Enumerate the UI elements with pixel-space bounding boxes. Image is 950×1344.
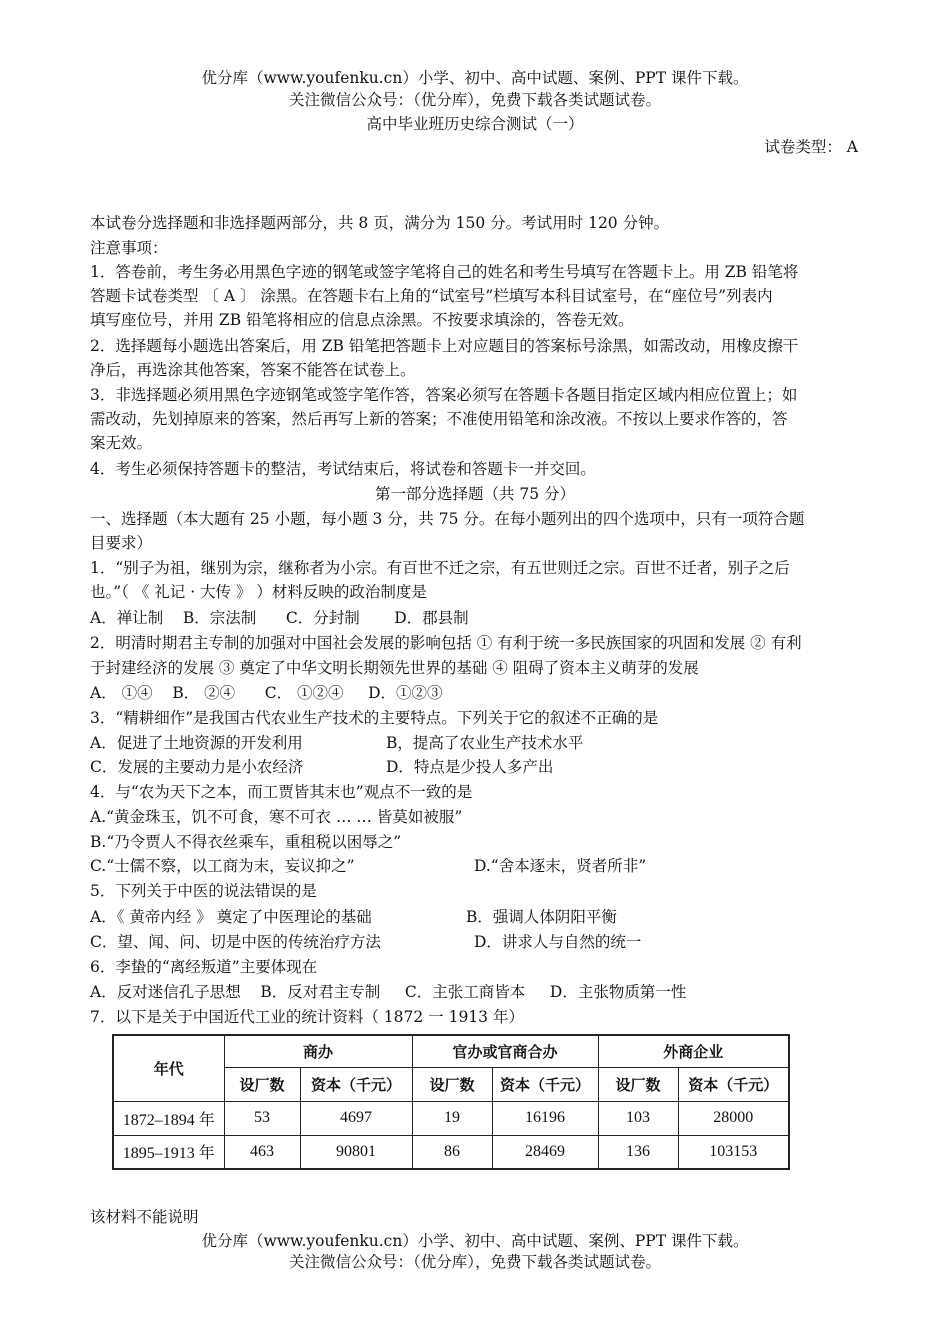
table-cell: 90801 xyxy=(300,1135,412,1169)
q5-option-a: A．《 黄帝内经 》 奠定了中医理论的基础 xyxy=(90,908,372,926)
notice-3-line1: 3．非选择题必须用黑色字迹钢笔或签字笔作答，答案必须写在答题卡各题目指定区域内相应位置上；如 xyxy=(90,386,798,404)
footer-watermark-line2: 关注微信公众号：（优分库），免费下载各类试题试卷。 xyxy=(288,1253,661,1271)
q5-option-b: B．强调人体阴阳平衡 xyxy=(466,908,617,926)
q1-options: A．禅让制 B．宗法制 C．分封制 D．郡县制 xyxy=(90,609,469,627)
table-subheader: 设厂数 xyxy=(598,1067,678,1101)
table-cell: 53 xyxy=(224,1101,300,1135)
table-cell: 19 xyxy=(412,1101,492,1135)
q2-options: A． ①④ B． ②④ C． ①②④ D．①②③ xyxy=(90,684,443,702)
notice-3-line2: 需改动，先划掉原来的答案，然后再写上新的答案；不准使用铅笔和涂改液。不按以上要求作答的，答 xyxy=(90,410,788,428)
table-cell: 4697 xyxy=(300,1101,412,1135)
q4-stem: 4．与“农为天下之本，而工贾皆其末也”观点不一致的是 xyxy=(90,783,473,801)
q2-stem-line2: 于封建经济的发展 ③ 奠定了中华文明长期领先世界的基础 ④ 阻碍了资本主义萌芽的发展 xyxy=(90,659,699,677)
q7-stem: 7．以下是关于中国近代工业的统计资料（ 1872 一 1913 年） xyxy=(90,1008,524,1026)
exam-title: 高中毕业班历史综合测试（一） xyxy=(366,115,584,133)
table-cell: 1872–1894 年 xyxy=(113,1101,224,1135)
table-subheader: 资本（千元） xyxy=(300,1067,412,1101)
q3-option-a: A．促进了土地资源的开发利用 xyxy=(90,734,303,752)
table-cell: 28000 xyxy=(678,1101,789,1135)
industry-statistics-table xyxy=(112,1034,790,1170)
table-subheader: 设厂数 xyxy=(412,1067,492,1101)
table-subheader: 资本（千元） xyxy=(492,1067,598,1101)
q6-stem: 6．李蛰的“离经叛道”主要体现在 xyxy=(90,958,318,976)
notice-1-line2: 答题卡试卷类型 〔 A 〕 涂黑。在答题卡右上角的“试室号”栏填写本科目试室号，在“座位号”列表内 xyxy=(90,287,773,305)
q3-option-c: C．发展的主要动力是小农经济 xyxy=(90,758,304,776)
notice-4-line1: 4．考生必须保持答题卡的整洁，考试结束后，将试卷和答题卡一并交回。 xyxy=(90,460,596,478)
notice-2-line1: 2．选择题每小题选出答案后，用 ZB 铅笔把答题卡上对应题目的答案标号涂黑，如需改动，用橡皮擦干 xyxy=(90,337,799,355)
footer-watermark-line1: 优分库（www.youfenku.cn）小学、初中、高中试题、案例、PPT 课件下载。 xyxy=(201,1232,749,1250)
table-subheader: 资本（千元） xyxy=(678,1067,789,1101)
q1-stem-line1: 1．“别子为祖，继别为宗，继称者为小宗。有百世不迁之宗，有五世则迁之宗。百世不迁者，别子之后 xyxy=(90,559,790,577)
table-header-official: 官办或官商合办 xyxy=(412,1035,598,1067)
header-watermark-line1: 优分库（www.youfenku.cn）小学、初中、高中试题、案例、PPT 课件下载。 xyxy=(201,69,749,87)
table-header-year: 年代 xyxy=(113,1035,224,1101)
table-header-foreign: 外商企业 xyxy=(598,1035,789,1067)
q5-stem: 5．下列关于中医的说法错误的是 xyxy=(90,882,317,900)
q4-option-d: D.“舍本逐末，贤者所非” xyxy=(474,857,647,875)
table-cell: 463 xyxy=(224,1135,300,1169)
table-cell: 103153 xyxy=(678,1135,789,1169)
q3-stem: 3．“精耕细作”是我国古代农业生产技术的主要特点。下列关于它的叙述不正确的是 xyxy=(90,709,659,727)
q7-question-tail: 该材料不能说明 xyxy=(90,1208,199,1226)
q3-option-b: B，提高了农业生产技术水平 xyxy=(386,734,584,752)
q1-stem-line2: 也。”（ 《 礼记 · 大传 》 ）材料反映的政治制度是 xyxy=(90,583,427,601)
q4-option-b: B.“乃令贾人不得衣丝乘车，重租税以困辱之” xyxy=(90,833,402,851)
header-watermark-line2: 关注微信公众号：（优分库），免费下载各类试题试卷。 xyxy=(288,91,661,109)
part1-instructions-line1: 一、选择题（本大题有 25 小题，每小题 3 分，共 75 分。在每小题列出的四个选项中，只有一项符合题 xyxy=(90,510,805,528)
table-row xyxy=(113,1135,789,1169)
notice-heading: 注意事项： xyxy=(90,239,168,257)
q5-option-c: C．望、闻、问、切是中医的传统治疗方法 xyxy=(90,933,381,951)
table-cell: 103 xyxy=(598,1101,678,1135)
table-cell: 1895–1913 年 xyxy=(113,1135,224,1169)
table-row xyxy=(113,1101,789,1135)
part1-title: 第一部分选择题（共 75 分） xyxy=(374,485,576,503)
q4-option-c: C.“士儒不察，以工商为末，妄议抑之” xyxy=(90,857,355,875)
q3-option-d: D．特点是少投人多产出 xyxy=(386,758,554,776)
q5-option-d: D．讲求人与自然的统一 xyxy=(474,933,642,951)
q4-option-a: A.“黄金珠玉，饥不可食，寒不可衣 … … 皆莫如被服” xyxy=(90,808,463,826)
notice-1-line1: 1．答卷前，考生务必用黑色字迹的钢笔或签字笔将自己的姓名和考生号填写在答题卡上。用 ZB 铅笔将 xyxy=(90,263,799,281)
table-cell: 28469 xyxy=(492,1135,598,1169)
table-header-private: 商办 xyxy=(224,1035,412,1067)
part1-instructions-line2: 目要求） xyxy=(90,534,153,552)
notice-2-line2: 净后，再选涂其他答案，答案不能答在试卷上。 xyxy=(90,361,416,379)
intro-line: 本试卷分选择题和非选择题两部分，共 8 页，满分为 150 分。考试用时 120 分钟。 xyxy=(90,214,670,232)
table-subheader: 设厂数 xyxy=(224,1067,300,1101)
q2-stem-line1: 2．明清时期君主专制的加强对中国社会发展的影响包括 ① 有利于统一多民族国家的巩固和发展 ② 有利 xyxy=(90,634,802,652)
notice-3-line3: 案无效。 xyxy=(90,434,153,452)
table-cell: 16196 xyxy=(492,1101,598,1135)
paper-type: 试卷类型： A xyxy=(764,138,858,156)
notice-1-line3: 填写座位号，并用 ZB 铅笔将相应的信息点涂黑。不按要求填涂的，答卷无效。 xyxy=(90,311,634,329)
table-cell: 136 xyxy=(598,1135,678,1169)
table-cell: 86 xyxy=(412,1135,492,1169)
q6-options: A．反对迷信孔子思想 B．反对君主专制 C．主张工商皆本 D．主张物质第一性 xyxy=(90,983,687,1001)
